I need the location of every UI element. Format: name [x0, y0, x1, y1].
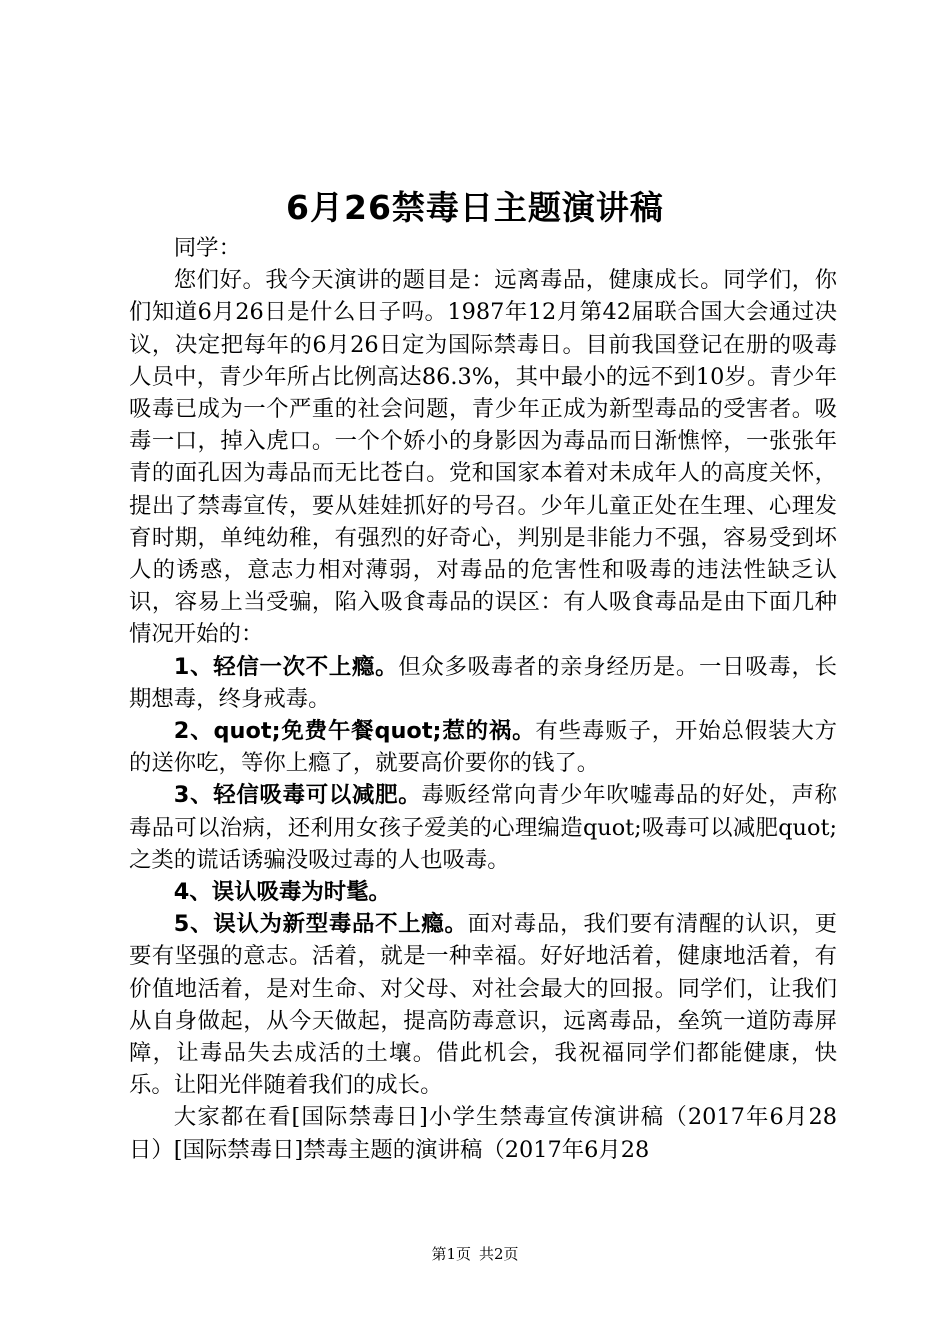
paragraph-lead: 2、quot;免费午餐quot;惹的祸。	[173, 718, 536, 745]
document-body	[129, 232, 837, 1166]
paragraph-text: 大家都在看[国际禁毒日]小学生禁毒宣传演讲稿（2017年6月28日）[国际禁毒日]禁毒主题的演讲稿（2017年6月28	[129, 1104, 837, 1163]
paragraph-point-4	[129, 876, 837, 908]
paragraph-text: 同学：	[173, 235, 241, 261]
paragraph-intro	[129, 264, 837, 650]
paragraph-point-1	[129, 651, 837, 715]
page-footer	[0, 1243, 950, 1265]
paragraph-point-2	[129, 715, 837, 779]
paragraph-related	[129, 1101, 837, 1165]
page-number-current: 第1页	[431, 1245, 471, 1263]
paragraph-lead: 5、误认为新型毒品不上瘾。	[173, 911, 468, 938]
paragraph-lead: 4、误认吸毒为时髦。	[173, 879, 391, 906]
paragraph-point-5	[129, 908, 837, 1101]
paragraph-lead: 3、轻信吸毒可以减肥。	[173, 782, 422, 809]
paragraph-text: 毒贩经常向青少年吹嘘毒品的好处，声称毒品可以治病，还利用女孩子爱美的心理编造quot;吸毒可以减肥quot;之类的谎话诱骗没吸过毒的人也吸毒。	[129, 782, 837, 873]
paragraph-text: 您们好。我今天演讲的题目是：远离毒品，健康成长。同学们，你们知道6月26日是什么日子吗。1987年12月第42届联合国大会通过决议，决定把每年的6月26日定为国际禁毒日。目前我国登记在册的吸毒人员中，青少年所占比例高达86.3%，其中最小的远不到10岁。青少年吸毒已成为一个严重的社会问题，青少年正成为新型毒品的受害者。吸毒一口，掉入虎口。一个个娇小的身影因为毒品而日渐憔悴，一张张年青的面孔因为毒品而无比苍白。党和国家本着对未成年人的高度关怀，提出了禁毒宣传，要从娃娃抓好的号召。少年儿童正处在生理、心理发育时期，单纯幼稚，有强烈的好奇心，判别是非能力不强，容易受到坏人的诱惑，意志力相对薄弱，对毒品的危害性和吸毒的违法性缺乏认识，容易上当受骗，陷入吸食毒品的误区：有人吸食毒品是由下面几种情况开始的：	[129, 267, 837, 648]
paragraph-point-3	[129, 779, 837, 876]
paragraph-lead: 1、轻信一次不上瘾。	[173, 653, 399, 680]
paragraph-text: 但众多吸毒者的亲身经历是。一日吸毒，长期想毒，终身戒毒。	[129, 653, 837, 712]
paragraph-greeting	[129, 232, 837, 264]
paragraph-text: 有些毒贩子，开始总假装大方的送你吃，等你上瘾了，就要高价要你的钱了。	[129, 718, 837, 777]
page-title: 6月26禁毒日主题演讲稿	[286, 188, 664, 227]
page-number-total: 共2页	[479, 1245, 519, 1263]
paragraph-text: 面对毒品，我们要有清醒的认识，更要有坚强的意志。活着，就是一种幸福。好好地活着，健康地活着，有价值地活着，是对生命、对父母、对社会最大的回报。同学们，让我们从自身做起，从今天做起，提高防毒意识，远离毒品，垒筑一道防毒屏障，让毒品失去成活的土壤。借此机会，我祝福同学们都能健康，快乐。让阳光伴随着我们的成长。	[129, 911, 837, 1099]
